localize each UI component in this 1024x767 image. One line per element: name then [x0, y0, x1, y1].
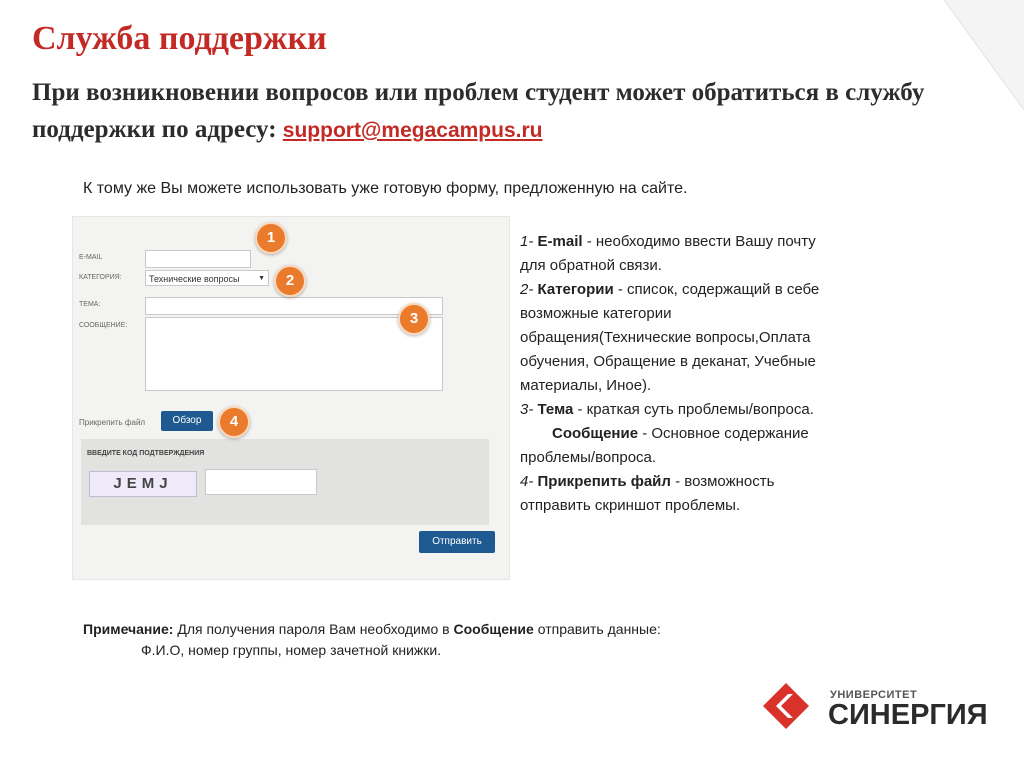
submit-button[interactable]: Отправить — [419, 531, 495, 553]
message-label: СООБЩЕНИЕ: — [79, 322, 128, 329]
synergy-logo-icon — [762, 682, 810, 730]
badge-1: 1 — [255, 222, 287, 254]
item-term: Сообщение — [552, 425, 639, 442]
item-term: Прикрепить файл — [537, 473, 671, 490]
subtitle-text: При возникновении вопросов или проблем студент может обратиться в службу поддержки по адресу: — [32, 79, 925, 143]
field-descriptions — [520, 230, 840, 518]
email-input[interactable] — [145, 250, 251, 268]
item-text: - необходимо ввести Вашу почту для обратной связи. — [520, 233, 816, 274]
desc-item-topic — [520, 398, 840, 422]
item-term: Категории — [537, 281, 614, 298]
note-text-2: отправить данные: — [533, 621, 661, 637]
captcha-label: ВВЕДИТЕ КОД ПОДТВЕРЖДЕНИЯ — [87, 450, 205, 457]
email-label: E-MAIL — [79, 254, 103, 261]
badge-4: 4 — [218, 406, 250, 438]
item-number: 1- — [520, 233, 538, 250]
desc-item-category — [520, 278, 840, 398]
item-number: 4- — [520, 473, 538, 490]
captcha-input[interactable] — [205, 469, 317, 495]
badge-3: 3 — [398, 303, 430, 335]
item-text: - возможность отправить скриншот проблемы. — [520, 473, 775, 514]
topic-label: ТЕМА: — [79, 301, 101, 308]
slide-title: Служба поддержки — [32, 20, 327, 57]
item-term: Тема — [537, 401, 574, 418]
support-form-screenshot — [72, 216, 510, 580]
category-select[interactable] — [145, 270, 269, 286]
item-number: 3- — [520, 401, 538, 418]
slide-subtitle — [32, 74, 1012, 149]
screenshot-intro: К тому же Вы можете использовать уже готовую форму, предложенную на сайте. — [83, 180, 688, 197]
dropdown-arrow-icon: ▼ — [258, 275, 265, 282]
captcha-area — [81, 439, 489, 525]
item-term: E-mail — [537, 233, 583, 250]
logo-synergy-text: СИНЕРГИЯ — [828, 699, 988, 731]
browse-button[interactable]: Обзор — [161, 411, 213, 431]
item-text: - Основное содержание проблемы/вопроса. — [520, 425, 809, 466]
badge-2: 2 — [274, 265, 306, 297]
logo-university-text: УНИВЕРСИТЕТ — [830, 689, 918, 701]
item-text: - краткая суть проблемы/вопроса. — [573, 401, 814, 418]
note-line-2: Ф.И.О, номер группы, номер зачетной книжки. — [141, 642, 442, 658]
category-label: КАТЕГОРИЯ: — [79, 274, 122, 281]
note-text: Для получения пароля Вам необходимо в — [173, 621, 454, 637]
message-textarea[interactable] — [145, 317, 443, 391]
attach-label: Прикрепить файл — [79, 418, 146, 427]
support-email-link[interactable]: support@megacampus.ru — [282, 119, 543, 142]
captcha-image: JEMJ — [89, 471, 197, 497]
item-text: - список, содержащий в себе возможные категории обращения(Технические вопросы,Оплата обучения, Обращение в деканат, Учебные материалы, Иное). — [520, 281, 820, 394]
desc-item-attach — [520, 470, 840, 518]
desc-item-email — [520, 230, 840, 278]
note-label: Примечание: — [83, 621, 174, 637]
note — [83, 619, 661, 661]
item-number: 2- — [520, 281, 538, 298]
note-bold: Сообщение — [453, 621, 534, 637]
category-value: Технические вопросы — [149, 274, 240, 284]
desc-item-message — [520, 422, 840, 470]
